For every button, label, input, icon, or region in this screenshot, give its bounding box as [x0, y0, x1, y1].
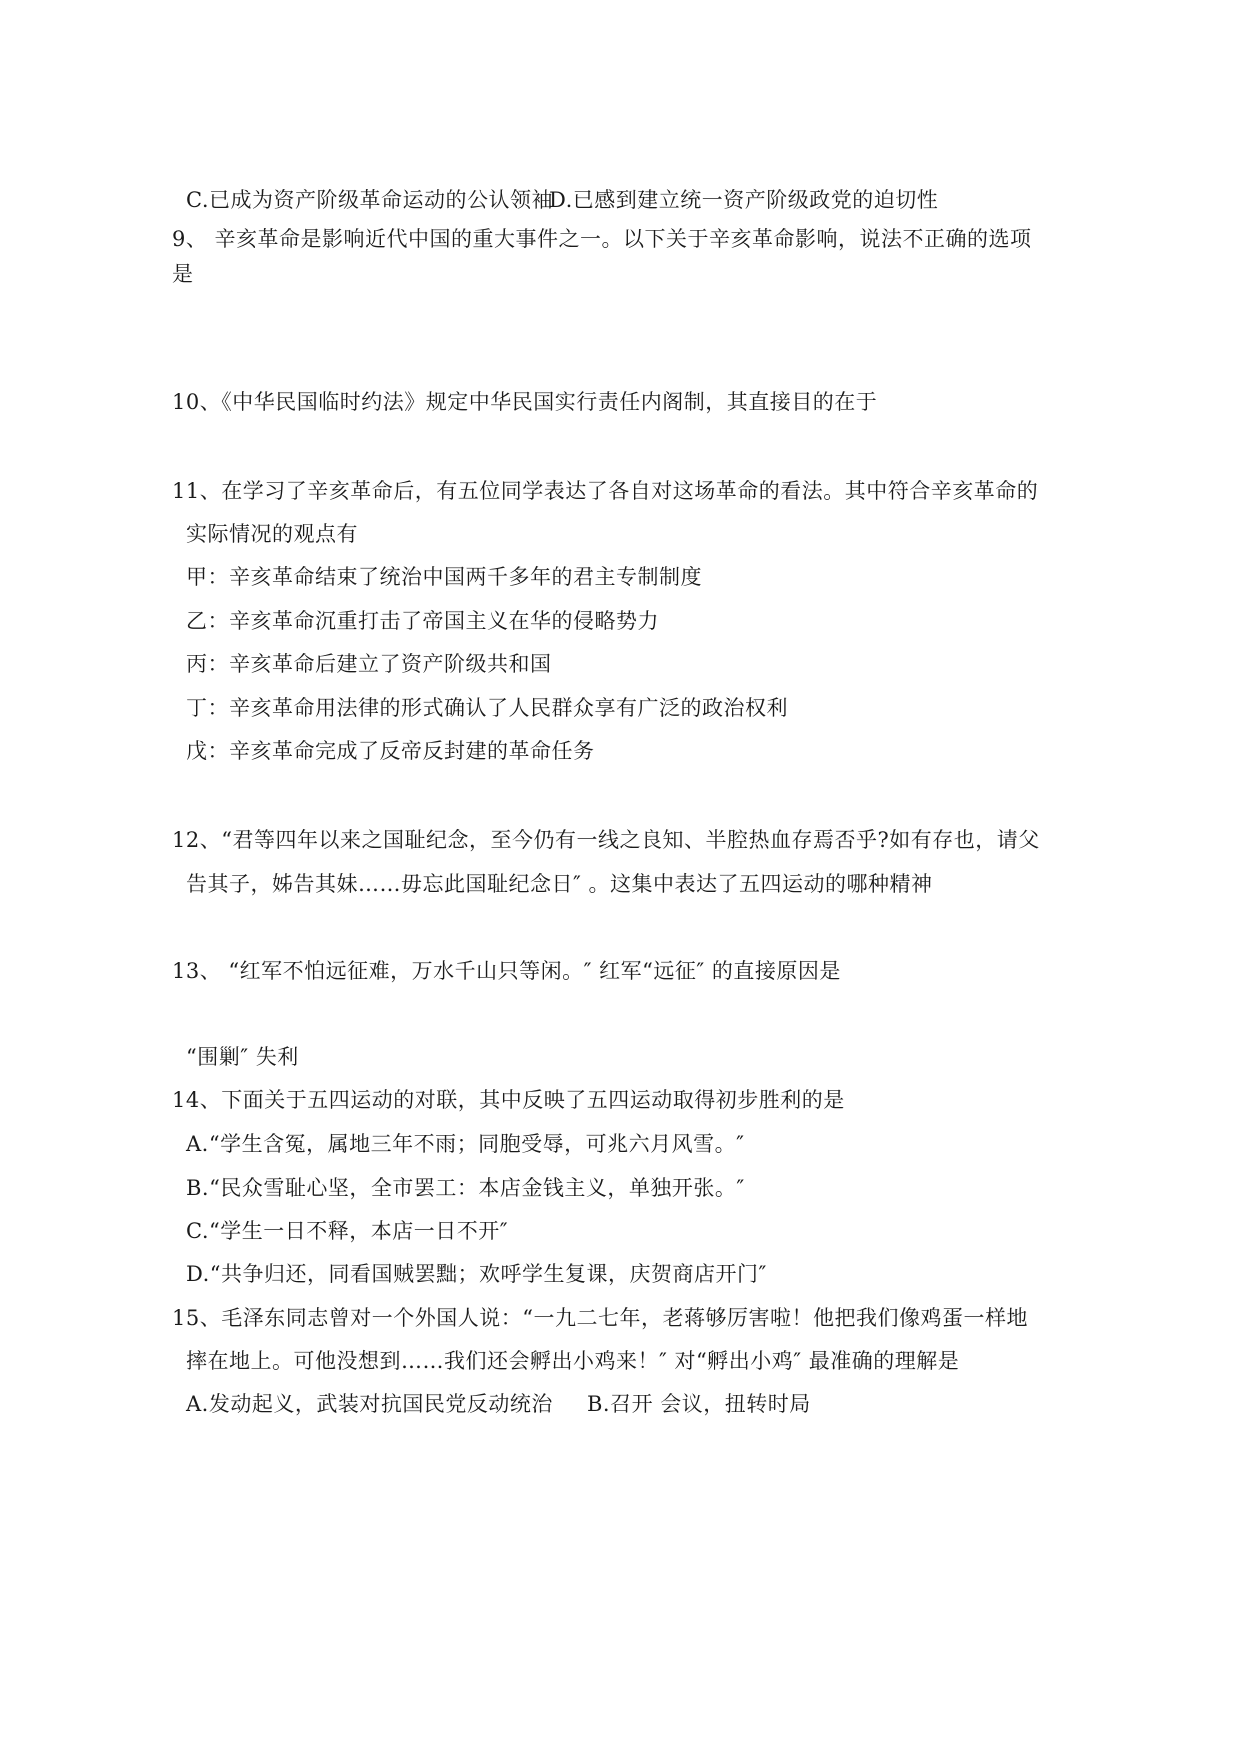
q11-item: 丁：辛亥革命用法律的形式确认了人民群众享有广泛的政治权利: [186, 696, 788, 720]
q14-option-c: C.“学生一日不释，本店一日不开″: [186, 1219, 509, 1243]
q13-question: 13、 “红军不怕远征难，万水千山只等闲。″ 红军“远征″ 的直接原因是: [172, 959, 841, 983]
q11-item: 丙：辛亥革命后建立了资产阶级共和国: [186, 652, 552, 676]
q15-option-a: A.发动起义，武装对抗国民党反动统治: [186, 1392, 553, 1416]
q15-question: 15、毛泽东同志曾对一个外国人说：“一九二七年，老蒋够厉害啦！他把我们像鸡蛋一样地: [172, 1306, 1028, 1330]
q11-question-cont: 实际情况的观点有: [186, 522, 358, 546]
q15-question-cont: 摔在地上。可他没想到……我们还会孵出小鸡来！″ 对“孵出小鸡″ 最准确的理解是: [186, 1349, 960, 1373]
q12-question: 12、“君等四年以来之国耻纪念，至今仍有一线之良知、半腔热血存焉否乎?如有存也，请父: [172, 828, 1040, 852]
q9-question: 9、 辛亥革命是影响近代中国的重大事件之一。以下关于辛亥革命影响，说法不正确的选项: [172, 227, 1032, 251]
q11-question: 11、在学习了辛亥革命后，有五位同学表达了各自对这场革命的看法。其中符合辛亥革命的: [172, 479, 1039, 503]
q8-option-d: D.已感到建立统一资产阶级政党的迫切性: [549, 188, 939, 212]
q14-option-b: B.“民众雪耻心坚，全市罢工：本店金钱主义，单独开张。″: [186, 1176, 745, 1200]
q15-option-b: B.召开 会议，扭转时局: [587, 1392, 811, 1416]
q10-question: 10、《中华民国临时约法》规定中华民国实行责任内阁制，其直接目的在于: [172, 390, 878, 414]
q11-item: 乙：辛亥革命沉重打击了帝国主义在华的侵略势力: [186, 609, 659, 633]
q14-option-a: A.“学生含冤，属地三年不雨；同胞受辱，可兆六月风雪。″: [186, 1132, 745, 1156]
q12-question-cont: 告其子，姊告其妹……毋忘此国耻纪念日″ 。这集中表达了五四运动的哪种精神: [186, 872, 933, 896]
q13-fragment: “围剿″ 失利: [186, 1045, 299, 1069]
q11-item: 戊：辛亥革命完成了反帝反封建的革命任务: [186, 739, 595, 763]
q11-item: 甲：辛亥革命结束了统治中国两千多年的君主专制制度: [186, 565, 702, 589]
q14-question: 14、下面关于五四运动的对联，其中反映了五四运动取得初步胜利的是: [172, 1088, 845, 1112]
q9-question-cont: 是: [172, 262, 194, 286]
q8-option-c: C.已成为资产阶级革命运动的公认领袖: [186, 188, 553, 212]
q14-option-d: D.“共争归还，同看国贼罢黜；欢呼学生复课，庆贺商店开门″: [186, 1262, 767, 1286]
